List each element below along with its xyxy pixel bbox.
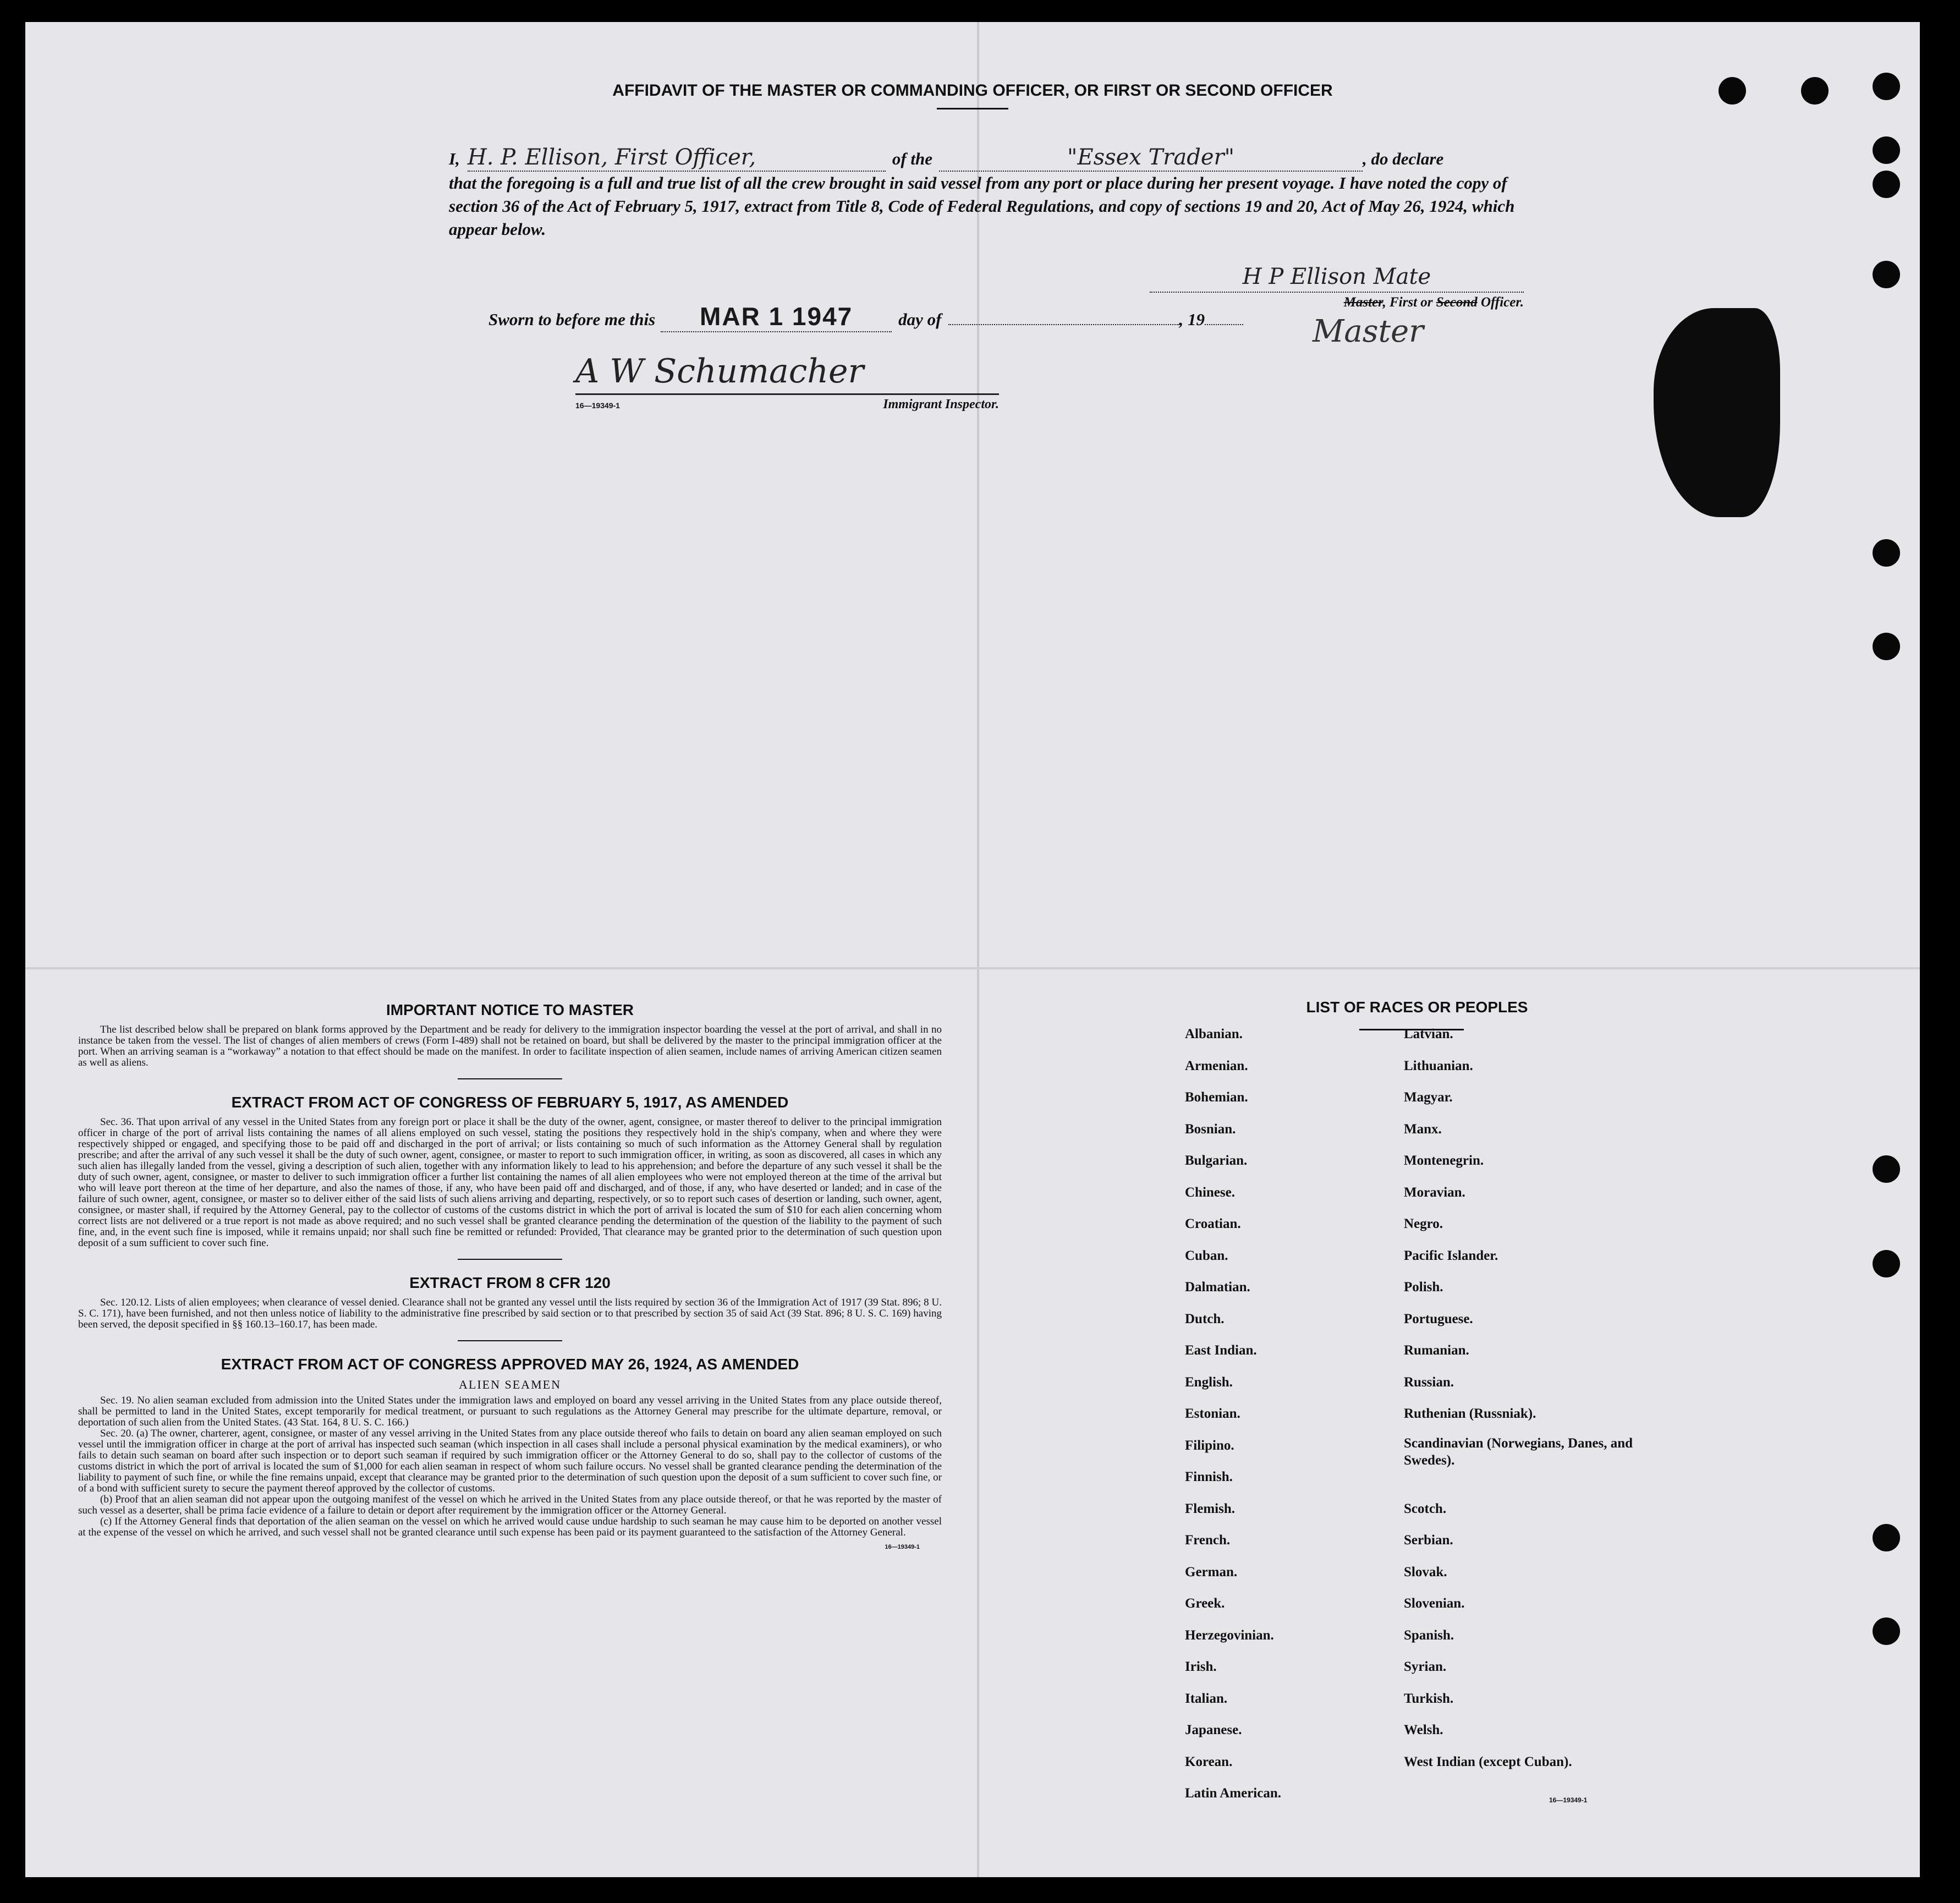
date-stamp: MAR 1 1947 xyxy=(700,302,853,331)
race-item: Turkish. xyxy=(1404,1691,1454,1706)
race-item: Syrian. xyxy=(1404,1659,1447,1674)
extract-cfr-text: Sec. 120.12. Lists of alien employees; when clearance of vessel denied. Clearance shall not be granted any vessel until the lists required by section 36 of the Immigration Act of 1917 (39 Stat. 896; 8 U. S. C. 171), have been furnished, and not then unless notice of liability to the administrative fine prescribed by said section or to that prescribed by section 35 of said Act (39 Stat. 896; 8 U. S. C. 169) having been served, the deposit specified in §§ 160.13–160.17, has been made. xyxy=(78,1297,942,1330)
binder-hole xyxy=(1873,1155,1900,1183)
race-item: Croatian. xyxy=(1185,1216,1241,1231)
race-item: Spanish. xyxy=(1404,1627,1454,1643)
year-label: , 19 xyxy=(1179,310,1205,329)
embossed-seal xyxy=(1654,308,1780,517)
officer-label-master: Master xyxy=(1343,295,1383,310)
race-item: Latvian. xyxy=(1404,1027,1453,1041)
affidavit-title: AFFIDAVIT OF THE MASTER OR COMMANDING OFFICER, OR FIRST OR SECOND OFFICER xyxy=(25,81,1920,109)
race-item: Bulgarian. xyxy=(1185,1153,1248,1168)
binder-hole xyxy=(1873,261,1900,288)
race-item: Estonian. xyxy=(1185,1406,1240,1421)
do-declare-label: , do declare xyxy=(1363,149,1444,168)
day-of-label: day of xyxy=(898,310,942,329)
extract-form-number: 16—19349-1 xyxy=(885,1544,920,1550)
extract-cfr-title: EXTRACT FROM 8 CFR 120 xyxy=(409,1274,611,1291)
officer-label-end: Officer. xyxy=(1481,295,1524,310)
vessel-name: "Essex Trader" xyxy=(1067,145,1235,170)
extract-1924-subtitle: ALIEN SEAMEN xyxy=(459,1378,561,1391)
affidavit-body xyxy=(449,146,1533,241)
officer-label-second: Second xyxy=(1436,295,1478,310)
race-item: Manx. xyxy=(1404,1121,1442,1137)
race-item: Dutch. xyxy=(1185,1311,1225,1326)
race-item: Slovenian. xyxy=(1404,1596,1465,1611)
race-item: Negro. xyxy=(1404,1216,1443,1231)
master-handwritten: Master xyxy=(1313,314,1424,349)
affidavit-prefix: I, xyxy=(449,149,460,168)
binder-hole xyxy=(1873,136,1900,164)
fold-line-vertical xyxy=(977,22,979,1877)
race-item: Flemish. xyxy=(1185,1501,1235,1516)
race-item: Bosnian. xyxy=(1185,1121,1236,1137)
race-item: Portuguese. xyxy=(1404,1311,1473,1326)
race-item: Irish. xyxy=(1185,1659,1217,1674)
races-form-number: 16—19349-1 xyxy=(1549,1796,1588,1804)
extract-1917-text: Sec. 36. That upon arrival of any vessel in the United States from any foreign port or place it shall be the duty of the owner, agent, consignee, or master thereof to deliver to the principal immigration officer in charge of the port of arrival lists containing the names of all aliens employed on such vessel, stating the positions they respectively hold in the ship's company, when and where they were respectively shipped or engaged, and specifying those to be paid off and discharged in the port of arrival; or lists containing so much of such information as the Attorney General shall by regulation prescribe; and after the arrival of any such vessel it shall be the duty of such owner, agent, consignee, or master to report to such immigration officer, in writing, as soon as discovered, all cases in which any such alien has illegally landed from the vessel, giving a description of such alien, together with any information likely to lead to his apprehension; and before the departure of any such vessel it shall be the duty of such owner, agent, consignee, or master to deliver to such immigration officer a further list containing the names of all alien employees who were not employed thereon at the time of the arrival but who will leave port thereon at the time of her departure, and also the names of those, if any, who have been paid off and discharged, and of those, if any, who have deserted or landed; and in case of the failure of such owner, agent, consignee, or master so to deliver either of the said lists of such aliens arriving and departing, respectively, or so to report such cases of desertion or landing, such owner, agent, consignee, or master shall, if required by the Attorney General, pay to the collector of customs of the customs district in which the port of arrival is located the sum of $10 for each alien concerning whom correct lists are not delivered or a true report is not made as above required; and no such vessel shall be granted clearance pending the determination of the question of the liability to the payment of such fine, and, in the event such fine is imposed, while it remains unpaid; nor shall such fine be remitted or refunded: Provided, That clearance may be granted prior to the determination of such question upon deposit of a sum sufficient to cover such fine. xyxy=(78,1116,942,1249)
race-item: East Indian. xyxy=(1185,1343,1257,1358)
sworn-prefix: Sworn to before me this xyxy=(488,310,656,329)
race-item: Scotch. xyxy=(1404,1501,1447,1516)
race-item: Russian. xyxy=(1404,1374,1454,1390)
binder-hole xyxy=(1873,1617,1900,1645)
race-item: English. xyxy=(1185,1374,1233,1390)
race-item: Chinese. xyxy=(1185,1184,1235,1200)
race-item: Ruthenian (Russniak). xyxy=(1404,1406,1536,1421)
of-the-label: of the xyxy=(892,149,933,168)
legal-extracts-column xyxy=(78,1001,942,1550)
race-item: Latin American. xyxy=(1185,1786,1281,1801)
race-item: Slovak. xyxy=(1404,1564,1447,1580)
race-item: Filipino. xyxy=(1185,1438,1234,1453)
race-item: Polish. xyxy=(1404,1280,1443,1295)
extract-1924-sec20b: (b) Proof that an alien seaman did not appear upon the outgoing manifest of the vessel on which he arrived in the United States from any place outside thereof, or that he was reported by the master of such vessel as a deserter, shall be prima facie evidence of a failure to detain or deport after requirement by the immigration officer or the Attorney General. xyxy=(78,1494,942,1516)
fold-line-horizontal xyxy=(25,967,1920,969)
notice-title: IMPORTANT NOTICE TO MASTER xyxy=(386,1001,634,1018)
officer-label-first: , First or xyxy=(1382,295,1433,310)
race-item: Welsh. xyxy=(1404,1723,1443,1737)
extract-1924-sec19: Sec. 19. No alien seaman excluded from admission into the United States under the immigration laws and employed on board any vessel arriving in the United States from any place outside thereof, shall be permitted to land in the United States, except temporarily for medical treatment, or pursuant to such regulations as the Attorney General may prescribe for the ultimate departure, removal, or deportation of such alien from the United States. (43 Stat. 164, 8 U. S. C. 166.) xyxy=(78,1395,942,1428)
binder-hole xyxy=(1873,539,1900,567)
race-item: Armenian. xyxy=(1185,1058,1248,1073)
race-item: Korean. xyxy=(1185,1754,1233,1769)
binder-hole xyxy=(1873,1524,1900,1551)
race-item: Italian. xyxy=(1185,1691,1228,1706)
document-sheet xyxy=(25,22,1920,1877)
officer-signature: H P Ellison Mate xyxy=(1242,264,1431,289)
race-item: Japanese. xyxy=(1185,1723,1242,1737)
race-item: Magyar. xyxy=(1404,1090,1453,1105)
race-item: West Indian (except Cuban). xyxy=(1404,1754,1572,1769)
race-item: Herzegovinian. xyxy=(1185,1627,1274,1643)
race-item: Lithuanian. xyxy=(1404,1058,1473,1073)
race-item: Bohemian. xyxy=(1185,1090,1248,1105)
race-item: Scandinavian (Norwegians, Danes, and Swedes). xyxy=(1404,1435,1633,1468)
inspector-label: Immigrant Inspector. xyxy=(883,397,999,412)
extract-1917-title: EXTRACT FROM ACT OF CONGRESS OF FEBRUARY 5, 1917, AS AMENDED xyxy=(231,1094,789,1111)
binder-hole xyxy=(1873,1250,1900,1277)
race-item: Rumanian. xyxy=(1404,1343,1469,1358)
notice-text: The list described below shall be prepared on blank forms approved by the Department and be ready for delivery to the immigration inspector boarding the vessel at the port of arrival, and shall in no instance be taken from the vessel. The list of changes of alien members of crews (Form I-489) shall not be retained on board, but shall be delivered by the master to the principal immigration officer at the port. When an arriving seaman is a “workaway” a notation to that effect should be made on the manifest. In order to facilitate inspection of alien seamen, include names of arriving American citizen seamen as well as aliens. xyxy=(78,1024,942,1068)
declarant-name: H. P. Ellison, First Officer, xyxy=(467,145,756,170)
race-item: Cuban. xyxy=(1185,1248,1228,1263)
race-item: Montenegrin. xyxy=(1404,1153,1484,1168)
affidavit-text: that the foregoing is a full and true list of all the crew brought in said vessel from any port or place during her present voyage. I have noted the copy of section 36 of the Act of February 5, 1917, extract from Title 8, Code of Federal Regulations, and copy of sections 19 and 20, Act of May 26, 1924, which appear below. xyxy=(449,173,1515,239)
race-item: Finnish. xyxy=(1185,1469,1233,1484)
extract-1924-title: EXTRACT FROM ACT OF CONGRESS APPROVED MAY 26, 1924, AS AMENDED xyxy=(221,1356,799,1373)
form-number: 16—19349-1 xyxy=(575,401,620,410)
race-item: Dalmatian. xyxy=(1185,1280,1250,1295)
race-item: Albanian. xyxy=(1185,1027,1243,1041)
race-item: Serbian. xyxy=(1404,1533,1453,1548)
inspector-signature: A W Schumacher xyxy=(575,352,864,391)
race-item: Pacific Islander. xyxy=(1404,1248,1498,1263)
extract-1924-sec20a: Sec. 20. (a) The owner, charterer, agent, consignee, or master of any vessel arriving in the United States from any place outside thereof who fails to detain on board any alien seaman employed on such vessel until the immigration officer in charge at the port of arrival has inspected such seaman (which inspection in all cases shall include a personal physical examination by the medical examiners), or who fails to detain such seaman on board after such inspection or to deport such seaman if required by such immigration officer or the Attorney General to do so, shall pay to the collector of customs of the customs district in which the port of arrival is located the sum of $1,000 for each alien seaman in respect of whom such failure occurs. No vessel shall be granted clearance pending the determination of the liability to payment of such fine, or while the fine remains unpaid, except that clearance may be granted prior to the determination of such question upon the deposit of a sum sufficient to cover such fine, or of a bond with sufficient surety to secure the payment thereof approved by the collector of customs. xyxy=(78,1428,942,1494)
races-title: LIST OF RACES OR PEOPLES xyxy=(1306,999,1528,1016)
race-item: Moravian. xyxy=(1404,1184,1465,1200)
binder-hole xyxy=(1873,633,1900,660)
race-item: German. xyxy=(1185,1564,1238,1580)
extract-1924-sec20c: (c) If the Attorney General finds that deportation of the alien seaman on the vessel on which he arrived would cause undue hardship to such seaman he may cause him to be deported on another vessel at the expense of the vessel on which he arrived, and such vessel shall not be granted clearance until such expense has been paid or its payment guaranteed to the satisfaction of the Attorney General. xyxy=(78,1516,942,1538)
race-item: French. xyxy=(1185,1533,1231,1548)
binder-hole xyxy=(1873,171,1900,198)
race-item: Greek. xyxy=(1185,1596,1225,1611)
sworn-line xyxy=(488,301,1286,332)
inspector-signature-block xyxy=(575,352,999,412)
